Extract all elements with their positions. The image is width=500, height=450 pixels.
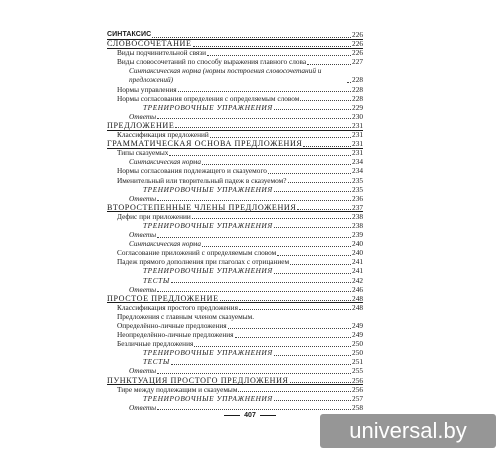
toc-entry-page: 238 <box>352 220 363 230</box>
toc-entry <box>107 230 363 239</box>
toc-entry-title: Ответы <box>129 230 157 240</box>
toc-section-heading <box>107 30 363 39</box>
toc-entry-page: 255 <box>352 366 363 376</box>
toc-entry-title: ТРЕНИРОВОЧНЫЕ УПРАЖНЕНИЯ <box>143 184 273 194</box>
toc-entry-title: Ответы <box>129 111 157 121</box>
toc-entry-title: ПРЕДЛОЖЕНИЕ <box>107 120 175 130</box>
toc-leader-dots <box>347 82 351 83</box>
toc-entry <box>107 176 363 185</box>
toc-leader-dots <box>207 55 351 56</box>
toc-entry <box>107 385 363 394</box>
toc-entry-page: 240 <box>352 248 363 258</box>
toc-entry <box>107 266 363 275</box>
toc-leader-dots <box>274 227 351 228</box>
toc-entry-title: ТРЕНИРОВОЧНЫЕ УПРАЖНЕНИЯ <box>143 266 273 276</box>
toc-entry <box>107 303 363 312</box>
toc-entry-title: ТРЕНИРОВОЧНЫЕ УПРАЖНЕНИЯ <box>143 220 273 230</box>
toc-entry-page: 226 <box>352 39 363 49</box>
toc-entry-title: Классификация предложений <box>117 130 209 140</box>
toc-entry <box>107 157 363 166</box>
toc-leader-dots <box>290 382 351 383</box>
toc-leader-dots <box>274 273 351 274</box>
toc-leader-dots <box>274 400 351 401</box>
toc-leader-dots <box>307 64 351 65</box>
toc-entry-title: Синтаксическая норма <box>129 239 201 249</box>
toc-entry-title: Неопределённо-личные предложения <box>117 330 234 340</box>
toc-entry-title: Согласование приложений с определяемым словом <box>117 248 277 258</box>
toc-leader-dots <box>175 127 351 128</box>
toc-entry-page: 226 <box>352 30 363 39</box>
toc-section-heading <box>107 294 363 303</box>
toc-entry <box>107 48 363 57</box>
toc-entry-title: Нормы согласования подлежащего и сказуемого <box>117 166 267 176</box>
toc-entry-page: 229 <box>352 102 363 112</box>
toc-leader-dots <box>268 173 351 174</box>
toc-entry-page: 230 <box>352 111 363 121</box>
toc-leader-dots <box>210 137 351 138</box>
toc-entry-page: 241 <box>352 266 363 276</box>
toc-entry <box>107 66 363 84</box>
toc-entry-title: ТРЕНИРОВОЧНЫЕ УПРАЖНЕНИЯ <box>143 102 273 112</box>
toc-entry-page: 251 <box>352 357 363 367</box>
toc-leader-dots <box>157 291 351 292</box>
toc-entry <box>107 276 363 285</box>
toc-leader-dots <box>274 109 351 110</box>
toc-entry-title: ПРОСТОЕ ПРЕДЛОЖЕНИЕ <box>107 293 219 303</box>
toc-entry-title: Тире между подлежащим и сказуемым <box>117 384 238 394</box>
toc-entry <box>107 257 363 266</box>
toc-entry-title: Определённо-личные предложения <box>117 321 227 330</box>
toc-entry <box>107 330 363 339</box>
toc-section-heading <box>107 139 363 148</box>
toc-entry-title: Ответы <box>129 284 157 294</box>
toc-leader-dots <box>193 46 352 47</box>
page-footer <box>218 410 282 420</box>
toc-entry-page: 248 <box>352 293 363 303</box>
toc-entry <box>107 348 363 357</box>
toc-entry <box>107 394 363 403</box>
toc-entry-page: 227 <box>352 57 363 67</box>
toc-entry-page: 226 <box>352 48 363 58</box>
toc-entry-page: 248 <box>352 302 363 312</box>
toc-entry-title: Виды подчинительной связи <box>117 48 207 58</box>
toc-entry-page: 234 <box>352 157 363 167</box>
toc-entry <box>107 148 363 157</box>
toc-entry-title: Предложения с главным членом сказуемым. <box>117 311 255 321</box>
toc-entry-page: 256 <box>352 375 363 385</box>
toc-leader-dots <box>277 255 351 256</box>
table-of-contents <box>107 30 363 412</box>
toc-entry-title: ТРЕНИРОВОЧНЫЕ УПРАЖНЕНИЯ <box>143 393 273 403</box>
toc-entry-page: 231 <box>352 120 363 130</box>
toc-entry-title: ТЕСТЫ <box>143 275 170 285</box>
toc-entry-page: 258 <box>352 402 363 412</box>
toc-entry-page: 249 <box>352 321 363 330</box>
toc-entry-page: 235 <box>352 175 363 185</box>
page-number: 407 <box>244 411 256 419</box>
toc-entry-title: Классификация простого предложения <box>117 302 238 312</box>
toc-leader-dots <box>290 264 351 265</box>
toc-leader-dots <box>171 364 351 365</box>
toc-entry <box>107 57 363 66</box>
toc-entry-page: 236 <box>352 193 363 203</box>
toc-entry-title: Виды словосочетаний по способу выражения главного слова <box>117 57 307 67</box>
toc-leader-dots <box>202 164 351 165</box>
toc-entry <box>107 239 363 248</box>
toc-leader-dots <box>274 191 351 192</box>
toc-entry <box>107 112 363 121</box>
toc-entry-title: Синтаксическая норма <box>129 157 201 167</box>
toc-leader-dots <box>220 300 351 301</box>
toc-entry <box>107 94 363 103</box>
toc-leader-dots <box>288 182 352 183</box>
toc-leader-dots <box>297 209 351 210</box>
toc-entry-page: 239 <box>352 230 363 240</box>
toc-entry <box>107 103 363 112</box>
toc-entry-page: 231 <box>352 148 363 158</box>
toc-entry-title: Безличные предложения <box>117 339 194 349</box>
toc-leader-dots <box>152 37 351 38</box>
watermark-text: universal.by <box>349 418 467 443</box>
toc-entry-page: 228 <box>352 75 363 85</box>
toc-entry <box>107 339 363 348</box>
toc-entry-title: Нормы управления <box>117 84 177 94</box>
toc-leader-dots <box>194 346 351 347</box>
toc-entry-page: 257 <box>352 393 363 403</box>
toc-section-heading <box>107 121 363 130</box>
toc-leader-dots <box>239 309 351 310</box>
toc-entry-title: Синтаксическая норма (нормы построения словосочетаний и предложений) <box>129 66 322 85</box>
toc-entry-title: ТРЕНИРОВОЧНЫЕ УПРАЖНЕНИЯ <box>143 348 273 358</box>
toc-entry-title: Падеж прямого дополнения при глаголах с отрицанием <box>117 257 290 267</box>
toc-leader-dots <box>157 237 351 238</box>
toc-entry-page: 249 <box>352 330 363 340</box>
toc-leader-dots <box>157 373 351 374</box>
toc-entry-page: 250 <box>352 348 363 358</box>
toc-entry-page: 241 <box>352 257 363 267</box>
toc-section-heading <box>107 39 363 48</box>
toc-leader-dots <box>300 100 351 101</box>
toc-leader-dots <box>169 155 351 156</box>
toc-entry <box>107 85 363 94</box>
toc-leader-dots <box>274 355 351 356</box>
toc-entry-title: Ответы <box>129 402 157 412</box>
toc-entry <box>107 221 363 230</box>
toc-entry <box>107 357 363 366</box>
toc-entry-page: 228 <box>352 93 363 103</box>
toc-entry-title: Ответы <box>129 193 157 203</box>
toc-leader-dots <box>192 218 351 219</box>
toc-entry-title: ПУНКТУАЦИЯ ПРОСТОГО ПРЕДЛОЖЕНИЯ <box>107 375 289 385</box>
toc-leader-dots <box>171 282 351 283</box>
toc-entry <box>107 285 363 294</box>
toc-leader-dots <box>178 91 351 92</box>
toc-entry-page: 237 <box>352 202 363 212</box>
toc-section-heading <box>107 376 363 385</box>
footer-rule-right <box>260 415 276 416</box>
toc-entry-title: Именительный или творительный падеж в сказуемом? <box>117 175 287 185</box>
toc-entry-title: Ответы <box>129 366 157 376</box>
toc-entry <box>107 130 363 139</box>
toc-entry-page: 231 <box>352 139 363 149</box>
toc-entry-title: ТЕСТЫ <box>143 357 170 367</box>
toc-entry <box>107 248 363 257</box>
toc-section-heading <box>107 203 363 212</box>
toc-entry <box>107 185 363 194</box>
toc-entry-page: 228 <box>352 84 363 94</box>
toc-leader-dots <box>157 118 351 119</box>
toc-entry <box>107 212 363 221</box>
toc-entry-title: Типы сказуемых <box>117 148 169 158</box>
toc-leader-dots <box>157 200 351 201</box>
toc-entry <box>107 312 363 321</box>
footer-rule-left <box>224 415 240 416</box>
toc-entry-title: СИНТАКСИС <box>107 31 152 38</box>
toc-entry-page: 240 <box>352 239 363 249</box>
toc-entry <box>107 166 363 175</box>
toc-entry-title: Нормы согласования определения с определяемым словом <box>117 93 300 103</box>
toc-entry-title: СЛОВОСОЧЕТАНИЕ <box>107 39 192 49</box>
watermark <box>320 414 496 448</box>
toc-entry-page: 234 <box>352 166 363 176</box>
toc-entry-title: ГРАММАТИЧЕСКАЯ ОСНОВА ПРЕДЛОЖЕНИЯ <box>107 139 303 149</box>
toc-entry <box>107 194 363 203</box>
toc-entry-page: 242 <box>352 275 363 285</box>
toc-entry-page: 238 <box>352 211 363 221</box>
toc-leader-dots <box>235 337 352 338</box>
toc-entry-page: 231 <box>352 130 363 140</box>
toc-leader-dots <box>202 246 351 247</box>
toc-entry-title: ВТОРОСТЕПЕННЫЕ ЧЛЕНЫ ПРЕДЛОЖЕНИЯ <box>107 202 297 212</box>
toc-entry-title: Дефис при приложении <box>117 211 191 221</box>
toc-entry-page: 250 <box>352 339 363 349</box>
toc-entry-page: 235 <box>352 184 363 194</box>
toc-entry-page: 246 <box>352 284 363 294</box>
toc-leader-dots <box>238 391 351 392</box>
toc-leader-dots <box>303 146 351 147</box>
toc-leader-dots <box>228 328 351 329</box>
toc-entry <box>107 321 363 330</box>
toc-entry-page: 256 <box>352 384 363 394</box>
toc-entry <box>107 366 363 375</box>
